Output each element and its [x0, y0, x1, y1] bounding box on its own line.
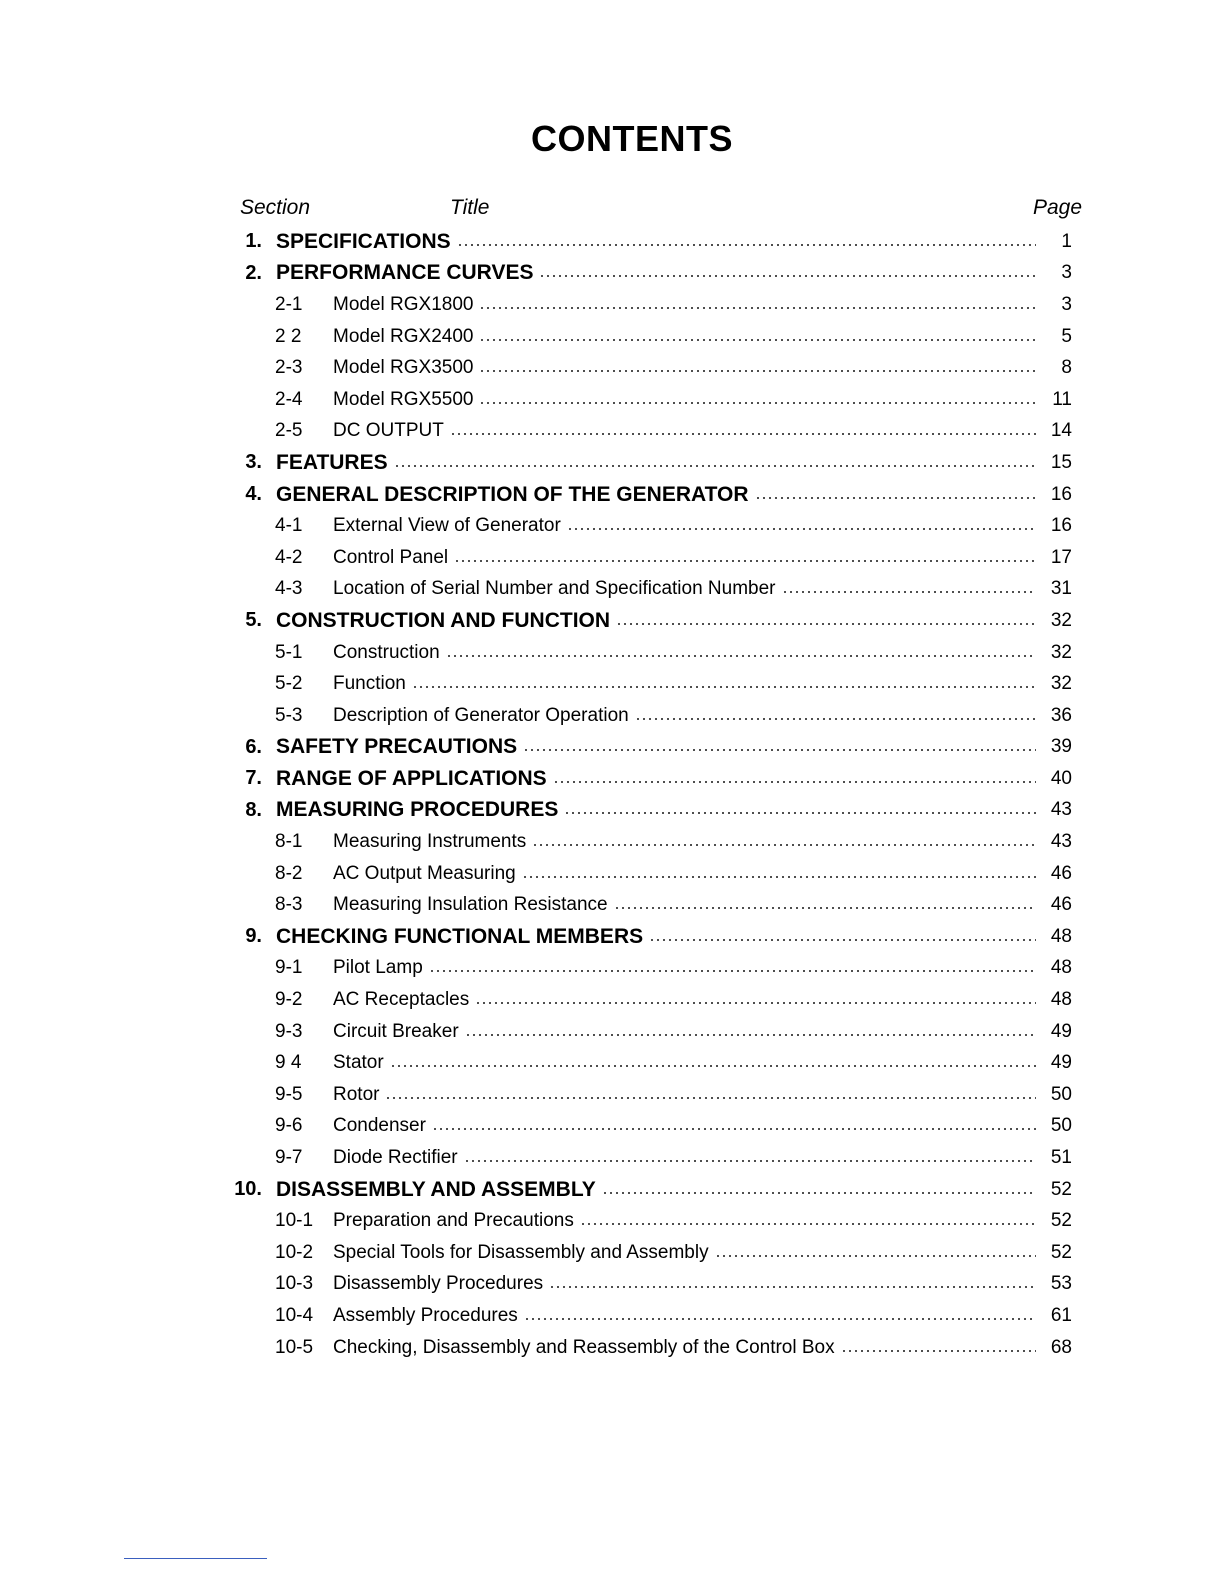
section-number: 10-3 — [275, 1273, 314, 1295]
dot-leader — [454, 560, 1036, 562]
entry-line — [333, 1147, 1072, 1169]
section-title: CONSTRUCTION AND FUNCTION — [276, 608, 611, 632]
page-number: 48 — [1050, 925, 1072, 947]
section-number: 6. — [245, 735, 262, 758]
entry-line — [333, 1115, 1072, 1137]
section-number: 5-3 — [275, 704, 303, 726]
section-title: CHECKING FUNCTIONAL MEMBERS — [276, 924, 644, 948]
page-number: 46 — [1050, 862, 1072, 884]
toc-entry — [226, 1079, 1072, 1111]
dot-leader — [564, 812, 1036, 814]
entry-line — [333, 1273, 1072, 1295]
entry-line — [333, 547, 1072, 569]
section-number: 1. — [245, 230, 262, 253]
dot-leader — [457, 244, 1036, 246]
section-number: 10-2 — [275, 1241, 314, 1263]
dot-leader — [385, 1097, 1036, 1099]
toc-entry — [226, 321, 1072, 353]
section-title: Preparation and Precautions — [333, 1210, 574, 1232]
toc-entry — [226, 795, 1072, 827]
section-number: 9-6 — [275, 1115, 303, 1137]
section-number: 2-5 — [275, 420, 303, 442]
toc-entry — [226, 1142, 1072, 1174]
toc-entry — [226, 732, 1072, 764]
entry-line — [333, 515, 1072, 537]
section-title: Pilot Lamp — [333, 957, 423, 979]
page-title: CONTENTS — [531, 118, 733, 159]
toc-entry — [226, 479, 1072, 511]
section-number: 4. — [245, 483, 262, 506]
section-title: Construction — [333, 641, 440, 663]
section-column-header: Section — [240, 196, 311, 219]
section-title: Location of Serial Number and Specification Number — [333, 578, 776, 600]
page-number: 43 — [1050, 799, 1072, 821]
page-number: 14 — [1050, 420, 1072, 442]
section-number: 4-1 — [275, 515, 303, 537]
section-number: 5-2 — [275, 673, 303, 695]
page-number: 31 — [1050, 578, 1072, 600]
page-number: 61 — [1050, 1304, 1072, 1326]
dot-leader — [479, 402, 1036, 404]
entry-line — [333, 389, 1072, 411]
toc-entry — [226, 447, 1072, 479]
toc-entry — [226, 542, 1072, 574]
entry-line — [276, 925, 1072, 949]
section-title: Special Tools for Disassembly and Assembly — [333, 1241, 709, 1263]
dot-leader — [614, 907, 1036, 909]
entry-line — [333, 357, 1072, 379]
page-number: 49 — [1050, 1020, 1072, 1042]
entry-line — [333, 831, 1072, 853]
page-number: 3 — [1061, 262, 1072, 284]
page-number: 48 — [1050, 957, 1072, 979]
section-number: 5. — [245, 609, 262, 632]
entry-line — [276, 483, 1072, 507]
dot-leader — [446, 655, 1036, 657]
dot-leader — [464, 1160, 1036, 1162]
section-title: Assembly Procedures — [333, 1304, 518, 1326]
toc-entry — [226, 1205, 1072, 1237]
section-title: DC OUTPUT — [333, 420, 444, 442]
entry-line — [333, 863, 1072, 885]
section-number: 2-1 — [275, 293, 303, 315]
dot-leader — [532, 844, 1036, 846]
entry-line — [333, 989, 1072, 1011]
page-number: 39 — [1050, 736, 1072, 758]
toc-entry — [226, 416, 1072, 448]
section-title: Condenser — [333, 1115, 426, 1137]
section-number: 5-1 — [275, 641, 303, 663]
page-number: 15 — [1050, 451, 1072, 473]
dot-leader — [429, 970, 1036, 972]
section-number: 2 2 — [275, 325, 302, 347]
toc-entry — [226, 858, 1072, 890]
section-number: 7. — [245, 767, 262, 790]
section-title: SAFETY PRECAUTIONS — [276, 735, 518, 759]
toc-entry — [226, 889, 1072, 921]
toc-entry — [226, 953, 1072, 985]
dot-leader — [841, 1350, 1036, 1352]
section-title: Model RGX2400 — [333, 325, 474, 347]
entry-line — [276, 230, 1072, 254]
page-number: 32 — [1050, 641, 1072, 663]
toc-entry — [226, 1016, 1072, 1048]
dot-leader — [549, 1286, 1036, 1288]
dot-leader — [465, 1034, 1036, 1036]
section-title: Model RGX3500 — [333, 357, 474, 379]
dot-leader — [539, 275, 1036, 277]
entry-line — [333, 420, 1072, 442]
entry-line — [333, 673, 1072, 695]
entry-line — [333, 642, 1072, 664]
page-number: 50 — [1050, 1083, 1072, 1105]
dot-leader — [602, 1192, 1036, 1194]
page-number: 43 — [1050, 831, 1072, 853]
entry-line — [333, 326, 1072, 348]
entry-line — [276, 767, 1072, 791]
entry-line — [333, 705, 1072, 727]
toc-entry — [226, 1174, 1072, 1206]
page-number: 36 — [1050, 704, 1072, 726]
section-number: 9-5 — [275, 1083, 303, 1105]
entry-line — [333, 1210, 1072, 1232]
entry-line — [276, 735, 1072, 759]
dot-leader — [523, 749, 1036, 751]
section-number: 9-1 — [275, 957, 303, 979]
page-number: 16 — [1050, 483, 1072, 505]
section-number: 8-1 — [275, 831, 303, 853]
section-title: External View of Generator — [333, 515, 561, 537]
dot-leader — [580, 1223, 1036, 1225]
page-number: 40 — [1050, 767, 1072, 789]
section-title: Description of Generator Operation — [333, 704, 629, 726]
section-number: 4-3 — [275, 578, 303, 600]
section-title: Diode Rectifier — [333, 1147, 458, 1169]
section-title: Stator — [333, 1052, 384, 1074]
section-number: 8-2 — [275, 862, 303, 884]
entry-line — [333, 1084, 1072, 1106]
entry-line — [276, 609, 1072, 633]
section-title: MEASURING PROCEDURES — [276, 798, 559, 822]
page-number: 51 — [1050, 1147, 1072, 1169]
dot-leader — [479, 370, 1036, 372]
section-number: 10-5 — [275, 1336, 314, 1358]
section-title: Measuring Instruments — [333, 831, 527, 853]
toc-entry — [226, 826, 1072, 858]
dot-leader — [475, 1002, 1036, 1004]
toc-entry — [226, 1047, 1072, 1079]
section-number: 8. — [245, 798, 262, 821]
dot-leader — [479, 339, 1036, 341]
page-number: 32 — [1050, 673, 1072, 695]
page-number: 48 — [1050, 989, 1072, 1011]
toc-entry — [226, 605, 1072, 637]
section-title: Checking, Disassembly and Reassembly of the Control Box — [333, 1336, 835, 1358]
toc-entry — [226, 1111, 1072, 1143]
toc-entry — [226, 258, 1072, 290]
page-number: 52 — [1050, 1210, 1072, 1232]
dot-leader — [412, 686, 1036, 688]
dot-leader — [524, 1318, 1036, 1320]
page-number: 46 — [1050, 894, 1072, 916]
section-title: Control Panel — [333, 546, 449, 568]
section-title: DISASSEMBLY AND ASSEMBLY — [276, 1177, 596, 1201]
dot-leader — [432, 1128, 1036, 1130]
entry-line — [333, 1242, 1072, 1264]
section-number: 9. — [245, 925, 262, 948]
page-number: 3 — [1061, 293, 1072, 315]
section-number: 4-2 — [275, 546, 303, 568]
dot-leader — [715, 1255, 1036, 1257]
toc-entry — [226, 1332, 1072, 1364]
dot-leader — [553, 781, 1036, 783]
section-title: Circuit Breaker — [333, 1020, 459, 1042]
page-number: 53 — [1050, 1273, 1072, 1295]
page-number: 68 — [1050, 1336, 1072, 1358]
dot-leader — [755, 497, 1036, 499]
dot-leader — [394, 465, 1036, 467]
toc-entry — [226, 763, 1072, 795]
section-title: GENERAL DESCRIPTION OF THE GENERATOR — [276, 482, 749, 506]
dot-leader — [782, 591, 1036, 593]
section-number: 9 4 — [275, 1052, 302, 1074]
section-title: Model RGX5500 — [333, 388, 474, 410]
footer-rule — [124, 1558, 267, 1559]
entry-line — [333, 957, 1072, 979]
section-number: 3. — [245, 451, 262, 474]
page-column-header: Page — [1032, 196, 1082, 219]
entry-line — [333, 894, 1072, 916]
entry-line — [333, 1052, 1072, 1074]
dot-leader — [616, 623, 1036, 625]
section-number: 10-1 — [275, 1210, 314, 1232]
entry-line — [333, 1021, 1072, 1043]
entry-line — [333, 294, 1072, 316]
dot-leader — [479, 307, 1036, 309]
section-title: SPECIFICATIONS — [276, 229, 451, 253]
dot-leader — [649, 939, 1036, 941]
section-number: 10. — [234, 1178, 262, 1201]
entry-line — [276, 451, 1072, 475]
section-title: Rotor — [333, 1083, 380, 1105]
page-number: 52 — [1050, 1178, 1072, 1200]
page-number: 11 — [1052, 388, 1072, 410]
toc-entry — [226, 1269, 1072, 1301]
dot-leader — [635, 718, 1036, 720]
entry-line — [276, 1178, 1072, 1202]
entry-line — [333, 578, 1072, 600]
toc-entry — [226, 226, 1072, 258]
entry-line — [333, 1337, 1072, 1359]
dot-leader — [450, 433, 1036, 435]
column-headers — [240, 196, 1082, 226]
page-number: 8 — [1061, 357, 1072, 379]
section-title: Measuring Insulation Resistance — [333, 894, 608, 916]
section-number: 2. — [245, 261, 262, 284]
section-title: RANGE OF APPLICATIONS — [276, 766, 547, 790]
toc-entry — [226, 700, 1072, 732]
toc-entry — [226, 1300, 1072, 1332]
toc-entry — [226, 384, 1072, 416]
toc-entry — [226, 574, 1072, 606]
section-title: Model RGX1800 — [333, 293, 474, 315]
section-title: PERFORMANCE CURVES — [276, 261, 534, 285]
toc-entry — [226, 510, 1072, 542]
section-number: 9-2 — [275, 989, 303, 1011]
section-number: 8-3 — [275, 894, 303, 916]
section-number: 9-3 — [275, 1020, 303, 1042]
dot-leader — [522, 876, 1036, 878]
section-number: 10-4 — [275, 1304, 314, 1326]
table-of-contents — [226, 226, 1072, 1363]
toc-entry — [226, 289, 1072, 321]
toc-entry — [226, 668, 1072, 700]
entry-line — [333, 1305, 1072, 1327]
section-title: Disassembly Procedures — [333, 1273, 544, 1295]
page-number: 1 — [1061, 230, 1072, 252]
dot-leader — [567, 528, 1036, 530]
section-title: AC Receptacles — [333, 989, 470, 1011]
section-number: 2-3 — [275, 357, 303, 379]
section-number: 2-4 — [275, 388, 303, 410]
section-title: Function — [333, 673, 406, 695]
section-number: 9-7 — [275, 1147, 303, 1169]
toc-entry — [226, 921, 1072, 953]
toc-entry — [226, 1237, 1072, 1269]
toc-entry — [226, 352, 1072, 384]
toc-entry — [226, 984, 1072, 1016]
page-number: 50 — [1050, 1115, 1072, 1137]
entry-line — [276, 798, 1072, 822]
page-number: 52 — [1050, 1241, 1072, 1263]
title-column-header: Title — [450, 196, 490, 219]
page-number: 17 — [1050, 546, 1072, 568]
page-number: 5 — [1061, 325, 1072, 347]
page-number: 32 — [1050, 609, 1072, 631]
entry-line — [276, 261, 1072, 285]
section-title: FEATURES — [276, 450, 388, 474]
page-number: 49 — [1050, 1052, 1072, 1074]
dot-leader — [390, 1065, 1036, 1067]
section-title: AC Output Measuring — [333, 862, 516, 884]
toc-entry — [226, 637, 1072, 669]
page-number: 16 — [1050, 515, 1072, 537]
